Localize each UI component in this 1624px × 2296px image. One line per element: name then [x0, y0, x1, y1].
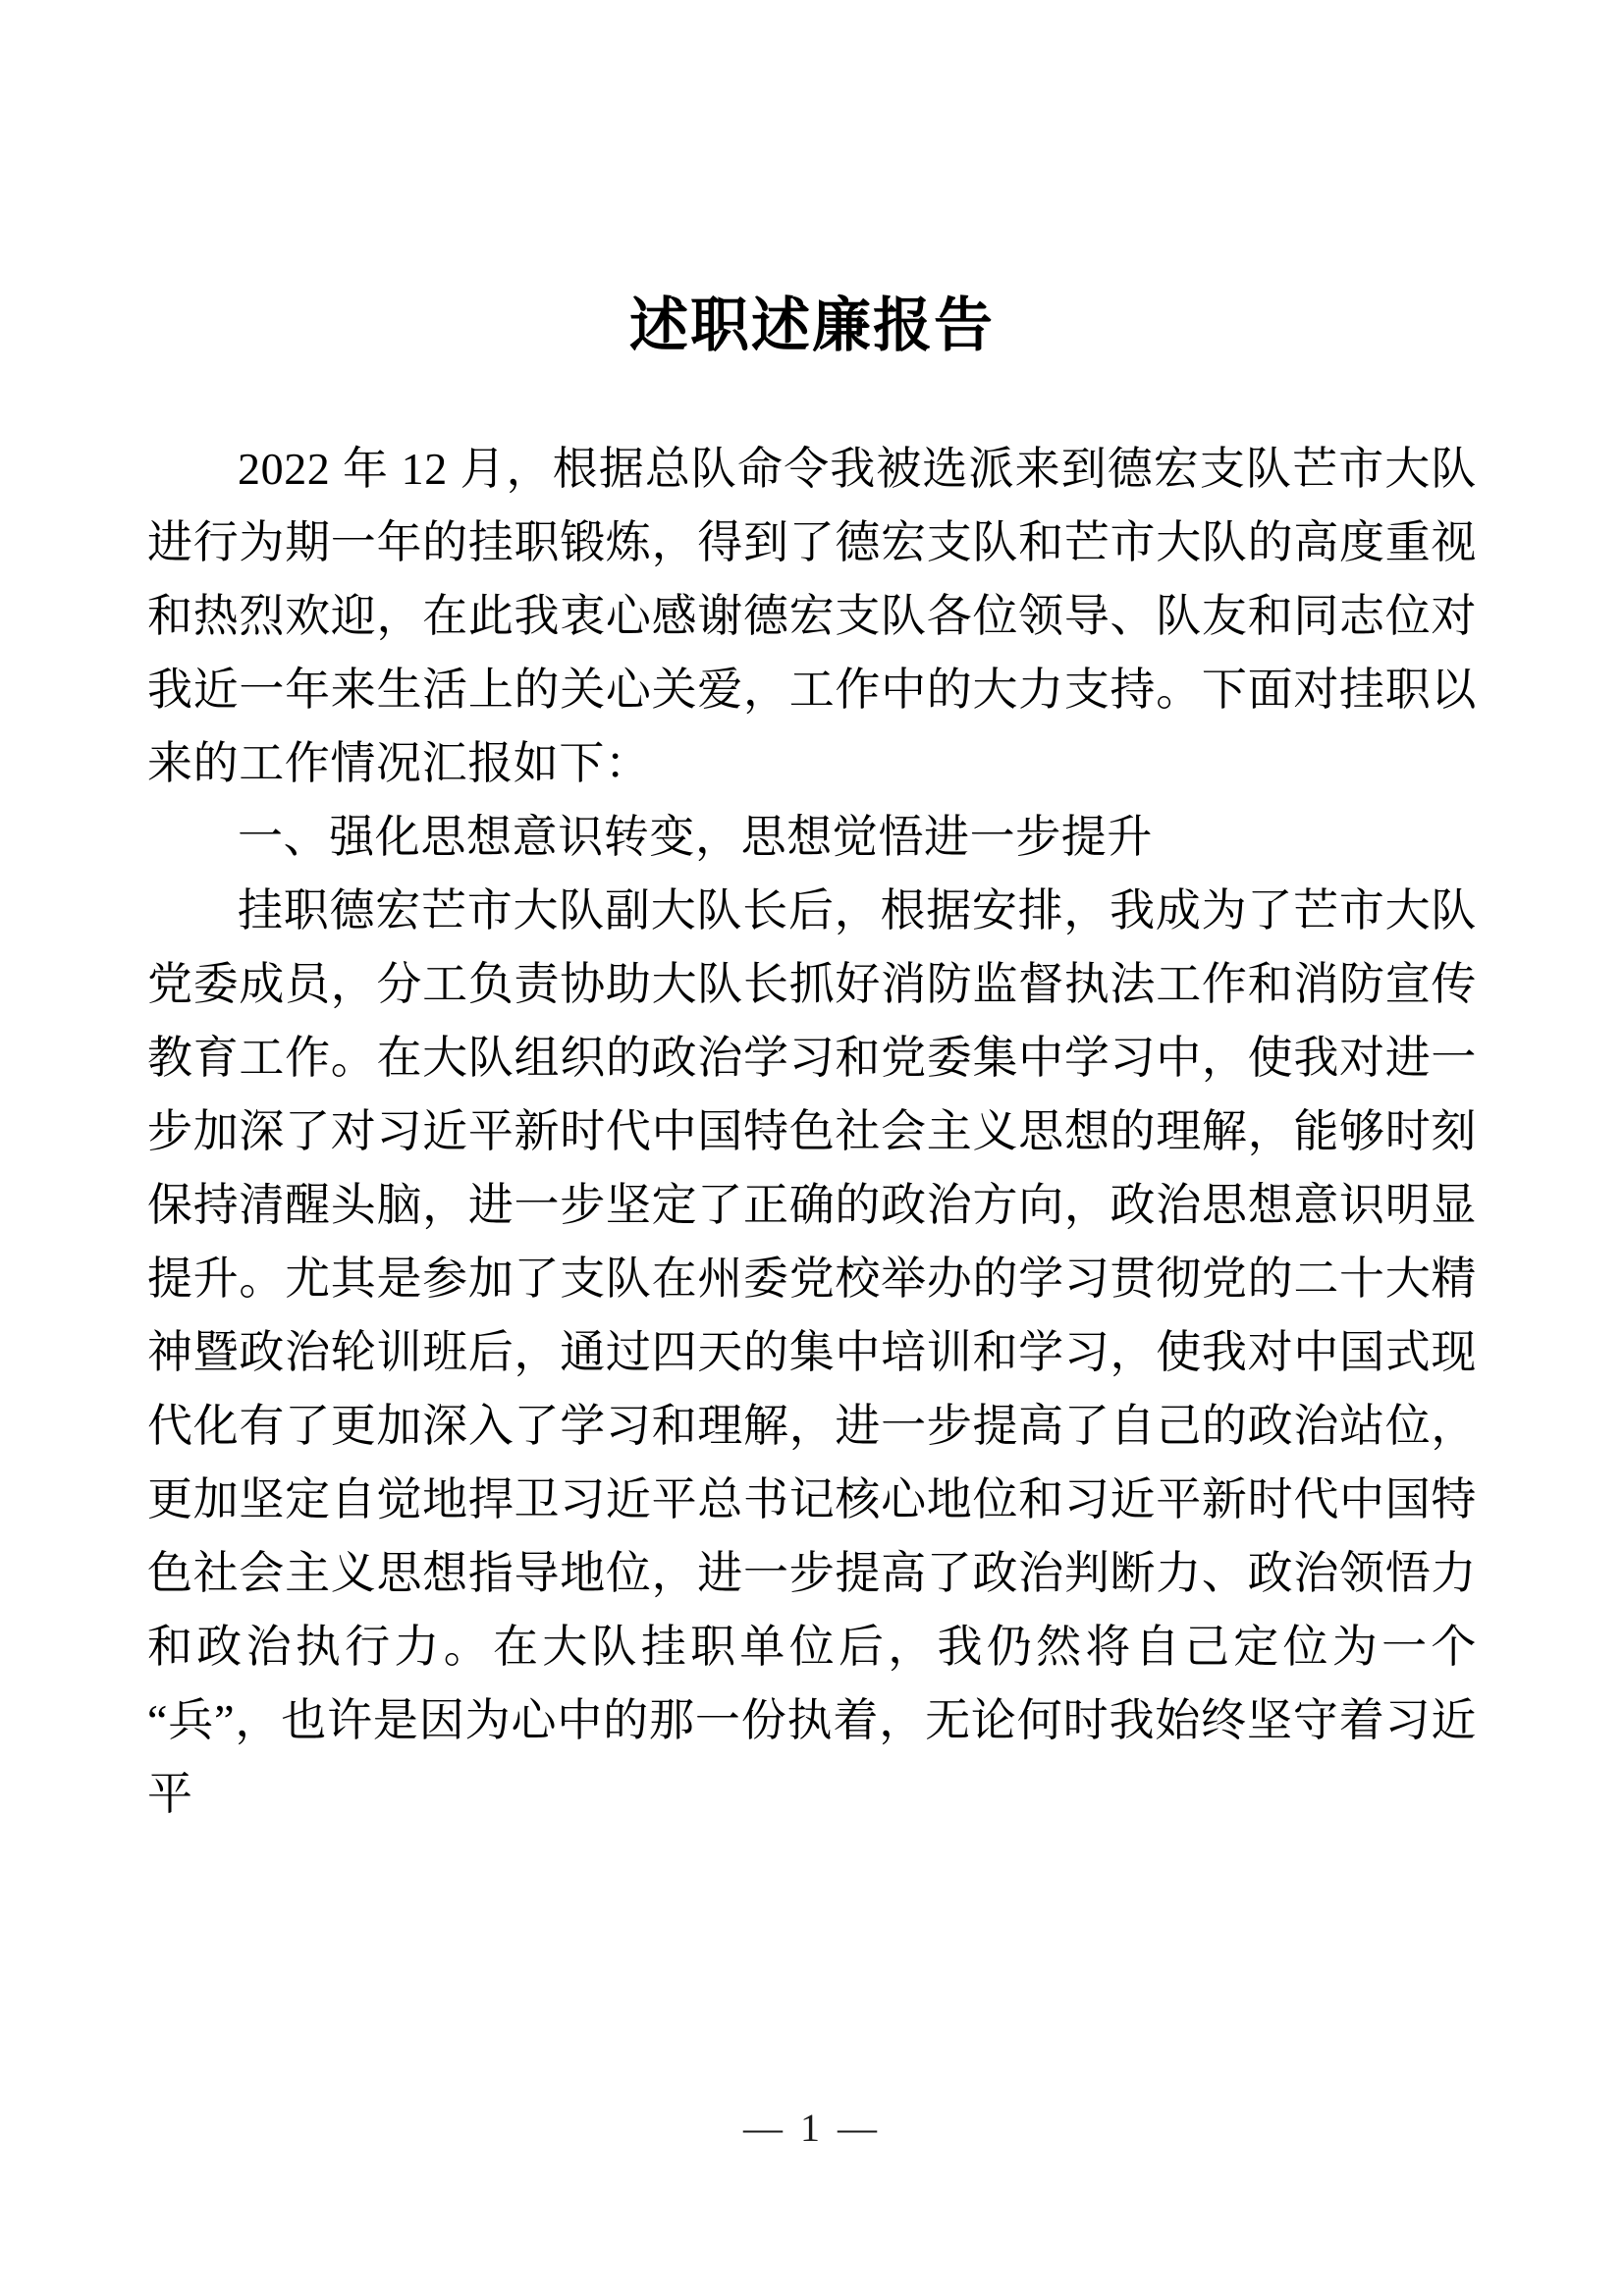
section-heading-one: 一、强化思想意识转变，思想觉悟进一步提升 — [238, 812, 1153, 862]
page-number-footer: — 1 — — [743, 2106, 881, 2150]
page-content — [147, 0, 1477, 1831]
paragraph-section-one-body: 挂职德宏芒市大队副大队长后，根据安排，我成为了芒市大队党委成员，分工负责协助大队长抓好消防监督执法工作和消防宣传教育工作。在大队组织的政治学习和党委集中学习中，使我对进一步加深了对习近平新时代中国特色社会主义思想的理解，能够时刻保持清醒头脑，进一步坚定了正确的政治方向，政治思想意识明显提升。尤其是参加了支队在州委党校举办的学习贯彻党的二十大精神暨政治轮训班后，通过四天的集中培训和学习，使我对中国式现代化有了更加深入了学习和理解，进一步提高了自己的政治站位，更加坚定自觉地捍卫习近平总书记核心地位和习近平新时代中国特色社会主义思想指导地位，进一步提高了政治判断力、政治领悟力和政治执行力。在大队挂职单位后，我仍然将自己定位为一个“兵”，也许是因为心中的那一份执着，无论何时我始终坚守着习近平 — [147, 885, 1477, 1819]
paragraph-intro: 2022 年 12 月，根据总队命令我被选派来到德宏支队芒市大队进行为期一年的挂职锻炼，得到了德宏支队和芒市大队的高度重视和热烈欢迎，在此我衷心感谢德宏支队各位领导、队友和同志位对我近一年来生活上的关心关爱，工作中的大力支持。下面对挂职以来的工作情况汇报如下： — [147, 444, 1477, 788]
page-title: 述职述廉报告 — [629, 293, 995, 358]
document-body — [147, 432, 1477, 1831]
